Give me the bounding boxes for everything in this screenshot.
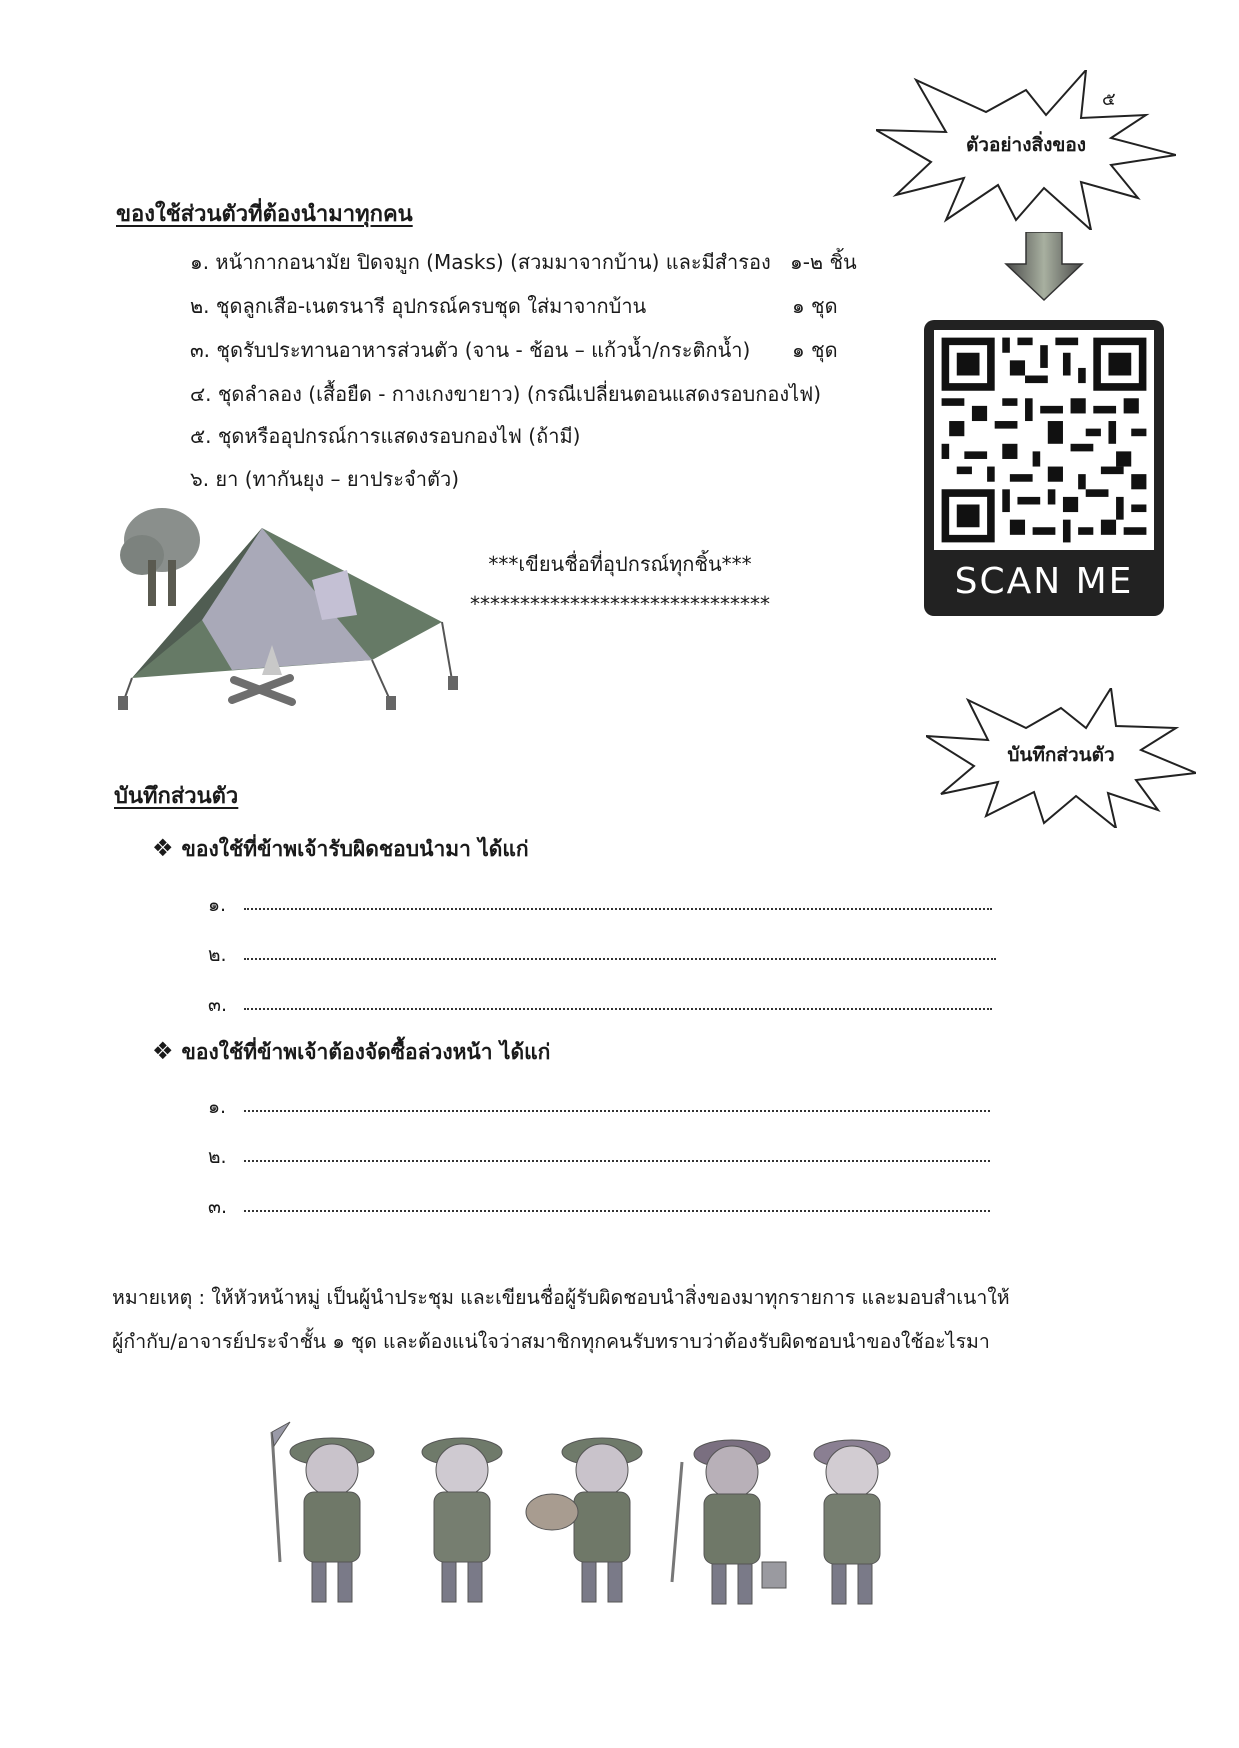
- checklist-heading: ของใช้ส่วนตัวที่ต้องนำมาทุกคน: [116, 202, 413, 227]
- fill-line-dots: [244, 890, 992, 910]
- section-title: ของใช้ที่ข้าพเจ้ารับผิดชอบนำมา ได้แก่: [181, 837, 529, 861]
- starburst-label: ตัวอย่างสิ่งของ: [965, 134, 1087, 156]
- checklist-item: [190, 246, 870, 278]
- checklist-item: [190, 290, 870, 322]
- fill-line-number: ๑.: [208, 1096, 227, 1118]
- checklist-item-qty: ๑-๒ ชิ้น: [790, 250, 857, 274]
- fill-line-dots: [244, 1192, 990, 1212]
- checklist-item-text: ๖. ยา (ทากันยุง – ยาประจำตัว): [190, 467, 460, 491]
- remark-line: หมายเหตุ : ให้หัวหน้าหมู่ เป็นผู้นำประชุม และเขียนชื่อผู้รับผิดชอบนำสิ่งของมาทุกรายการ และมอบสำเนาให้: [112, 1286, 1010, 1309]
- down-arrow-icon: [1004, 232, 1084, 306]
- qr-code: [934, 330, 1154, 550]
- fill-line-number: ๒.: [208, 1146, 227, 1168]
- checklist-item: [190, 463, 870, 495]
- diamond-bullet-icon: ❖: [152, 834, 174, 862]
- section-title: ของใช้ที่ข้าพเจ้าต้องจัดซื้อล่วงหน้า ได้แก่: [181, 1040, 551, 1064]
- scouts-walking-illustration: [262, 1412, 922, 1636]
- tent-campfire-illustration: [112, 500, 472, 724]
- checklist-item-text: ๑. หน้ากากอนามัย ปิดจมูก (Masks) (สวมมาจากบ้าน) และมีสำรอง: [190, 250, 771, 274]
- checklist-item-text: ๒. ชุดลูกเสือ-เนตรนารี อุปกรณ์ครบชุด ใส่มาจากบ้าน: [190, 294, 647, 318]
- checklist-item: [190, 378, 870, 410]
- fill-line-number: ๒.: [208, 944, 227, 966]
- starburst-sample-items: [876, 70, 1176, 230]
- fill-line-number: ๑.: [208, 894, 227, 916]
- checklist-item-qty: ๑ ชุด: [792, 338, 838, 362]
- diamond-bullet-icon: ❖: [152, 1037, 174, 1065]
- checklist-item: [190, 420, 870, 452]
- fill-line-dots: [244, 990, 992, 1010]
- starburst-label: บันทึกส่วนตัว: [1007, 744, 1115, 766]
- qr-code-icon: [934, 330, 1154, 550]
- remark-line: ผู้กำกับ/อาจารย์ประจำชั้น ๑ ชุด และต้องแน่ใจว่าสมาชิกทุกคนรับทราบว่าต้องรับผิดชอบนำของใช้อะไรมา: [112, 1330, 990, 1353]
- page-number: ๕: [1102, 89, 1116, 110]
- checklist-item-text: ๕. ชุดหรืออุปกรณ์การแสดงรอบกองไฟ (ถ้ามี): [190, 424, 581, 448]
- label-note-stars: ******************************: [470, 592, 770, 616]
- record-heading: บันทึกส่วนตัว: [114, 784, 239, 809]
- label-note: ***เขียนชื่อที่อุปกรณ์ทุกชิ้น***: [488, 552, 752, 576]
- starburst-personal-record: [926, 688, 1196, 828]
- fill-line-number: ๓.: [208, 1196, 228, 1218]
- qr-caption: SCAN ME: [954, 561, 1134, 602]
- section-purchase-items: [152, 1036, 550, 1069]
- fill-line-number: ๓.: [208, 994, 228, 1016]
- fill-line-dots: [244, 940, 996, 960]
- checklist-item: [190, 334, 870, 366]
- checklist-item-text: ๓. ชุดรับประทานอาหารส่วนตัว (จาน - ช้อน – แก้วน้ำ/กระติกน้ำ): [190, 338, 751, 362]
- section-responsible-items: [152, 833, 529, 866]
- fill-line-dots: [244, 1142, 990, 1162]
- qr-code-card[interactable]: [924, 320, 1164, 616]
- checklist-item-text: ๔. ชุดลำลอง (เสื้อยืด - กางเกงขายาว) (กรณีเปลี่ยนตอนแสดงรอบกองไฟ): [190, 382, 822, 406]
- remark-note: [112, 1276, 1122, 1364]
- checklist-item-qty: ๑ ชุด: [792, 294, 838, 318]
- fill-line-dots: [244, 1092, 990, 1112]
